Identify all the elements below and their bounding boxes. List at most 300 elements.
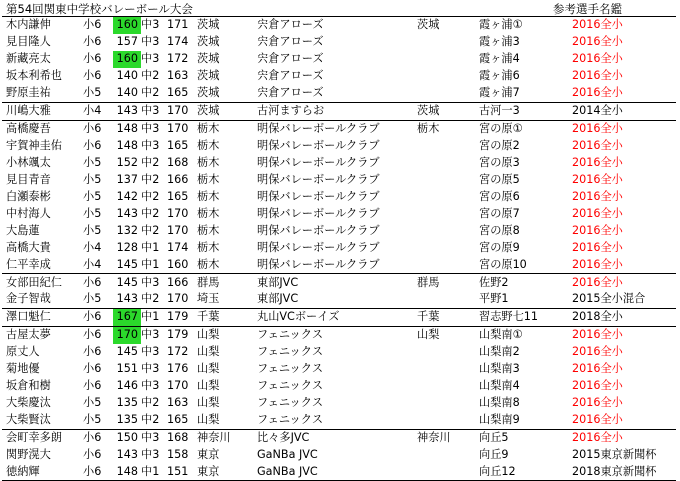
club-prefecture (417, 291, 479, 308)
team-name: 宍倉アローズ (257, 35, 324, 49)
prefecture: 東京 (197, 447, 220, 461)
junior-grade: 中2 (141, 396, 160, 410)
prefecture: 栃木 (197, 120, 257, 137)
height-cell: 150 (113, 429, 141, 446)
table-row (2, 205, 676, 222)
club-code: 霞ヶ浦4 (479, 52, 520, 66)
team-name: 東部JVC (257, 274, 417, 291)
team-name: 宍倉アローズ (257, 86, 324, 100)
junior-grade: 中1 (141, 257, 160, 271)
elementary-grade: 小5 (83, 396, 102, 410)
height-cell: 142 (116, 189, 138, 203)
height-cell: 143 (116, 206, 138, 220)
team-name: 明保バレーボールクラブ (257, 240, 380, 254)
reference-entry: 2016全小 (572, 172, 623, 186)
junior-grade: 中2 (141, 223, 160, 237)
team-name: GaNBa JVC (257, 447, 318, 461)
reference-entry: 2016全小 (572, 155, 623, 169)
player-table-body (2, 17, 676, 481)
elementary-grade: 小6 (83, 308, 113, 326)
club-code: 山梨南① (479, 326, 572, 343)
club-code: 霞ヶ浦3 (479, 35, 520, 49)
club-code: 古河一3 (479, 102, 572, 120)
height-cell: 170 (113, 326, 141, 343)
height-cell: 148 (113, 120, 141, 137)
club-code: 宮の原2 (479, 139, 520, 153)
player-name: 菊地優 (6, 362, 40, 376)
table-row (2, 239, 676, 256)
club-prefecture: 神奈川 (417, 429, 479, 446)
number-cell: 166 (167, 274, 197, 291)
table-row (2, 17, 676, 34)
prefecture: 茨城 (197, 102, 257, 120)
club-code: 宮の原9 (479, 240, 520, 254)
number-cell: 174 (167, 240, 189, 254)
team-name: 明保バレーボールクラブ (257, 206, 380, 220)
reference-entry: 2016全小 (572, 139, 623, 153)
table-row (2, 51, 676, 68)
number-cell: 179 (167, 308, 197, 326)
prefecture: 群馬 (197, 274, 257, 291)
player-name: 見目隆人 (6, 35, 51, 49)
junior-grade: 中1 (141, 240, 160, 254)
prefecture: 茨城 (197, 52, 220, 66)
player-name: 金子智哉 (6, 292, 51, 306)
page-title: 第54回関東中学校バレーボール大会 (6, 2, 193, 16)
club-prefecture (417, 68, 479, 85)
height-cell: 152 (116, 155, 138, 169)
number-cell: 166 (167, 172, 189, 186)
reference-entry: 2016全小 (572, 274, 676, 291)
team-name: 比々多JVC (257, 429, 417, 446)
player-name: 大柴慶汰 (6, 396, 51, 410)
elementary-grade: 小5 (83, 413, 102, 427)
height-cell: 135 (116, 396, 138, 410)
player-name: 野原圭祐 (6, 86, 51, 100)
reference-entry: 2016全小 (572, 345, 623, 359)
elementary-grade: 小6 (83, 120, 113, 137)
team-name: フェニックス (257, 379, 324, 393)
club-prefecture (417, 138, 479, 155)
prefecture: 山梨 (197, 326, 257, 343)
reference-entry: 2016全小 (572, 52, 623, 66)
club-prefecture (417, 344, 479, 361)
junior-grade: 中2 (141, 155, 160, 169)
elementary-grade: 小6 (83, 326, 113, 343)
club-prefecture: 栃木 (417, 120, 479, 137)
club-code: 山梨南8 (479, 396, 520, 410)
elementary-grade: 小6 (83, 274, 113, 291)
height-cell: 145 (113, 274, 141, 291)
table-row (2, 429, 676, 446)
table-row (2, 120, 676, 137)
junior-grade: 中3 (141, 362, 160, 376)
prefecture: 山梨 (197, 396, 220, 410)
junior-grade: 中2 (141, 69, 160, 83)
number-cell: 163 (167, 69, 189, 83)
player-name: 中村海人 (6, 206, 51, 220)
club-prefecture (417, 222, 479, 239)
table-row (2, 463, 676, 480)
number-cell: 160 (167, 257, 189, 271)
number-cell: 171 (167, 17, 197, 34)
height-cell: 143 (116, 292, 138, 306)
prefecture: 東京 (197, 463, 257, 480)
club-code: 平野1 (479, 292, 509, 306)
team-name: 明保バレーボールクラブ (257, 172, 380, 186)
number-cell: 158 (167, 447, 189, 461)
club-code: 山梨南4 (479, 379, 520, 393)
team-name: 丸山VCボーイズ (257, 308, 417, 326)
number-cell: 165 (167, 139, 189, 153)
elementary-grade: 小6 (83, 52, 102, 66)
junior-grade: 中1 (141, 463, 167, 480)
reference-entry: 2016全小 (572, 120, 676, 137)
junior-grade: 中2 (141, 86, 160, 100)
team-name: 明保バレーボールクラブ (257, 189, 380, 203)
elementary-grade: 小6 (83, 139, 102, 153)
club-code: 山梨南2 (479, 345, 520, 359)
club-prefecture (417, 412, 479, 429)
junior-grade: 中3 (141, 429, 167, 446)
height-cell: 137 (116, 172, 138, 186)
player-name: 坂倉和樹 (6, 379, 51, 393)
table-row (2, 412, 676, 429)
player-name: 関野滉大 (6, 447, 51, 461)
table-row (2, 256, 676, 273)
reference-entry: 2016全小 (572, 206, 623, 220)
team-name: 宍倉アローズ (257, 52, 324, 66)
number-cell: 170 (167, 120, 197, 137)
club-prefecture (417, 463, 479, 480)
elementary-grade: 小6 (83, 345, 102, 359)
club-code: 向丘5 (479, 429, 572, 446)
prefecture: 山梨 (197, 362, 220, 376)
club-code: 佐野2 (479, 274, 572, 291)
table-row (2, 171, 676, 188)
player-name: 女部田紀仁 (2, 274, 83, 291)
height-cell: 143 (113, 102, 141, 120)
elementary-grade: 小5 (83, 206, 102, 220)
team-name: フェニックス (257, 396, 324, 410)
junior-grade: 中3 (141, 17, 167, 34)
club-code: 山梨南9 (479, 413, 520, 427)
player-name: 会町幸多朗 (2, 429, 83, 446)
prefecture: 山梨 (197, 345, 220, 359)
club-code: 向丘9 (479, 447, 509, 461)
club-prefecture (417, 239, 479, 256)
number-cell: 176 (167, 362, 189, 376)
number-cell: 168 (167, 429, 197, 446)
height-cell: 167 (113, 308, 141, 326)
prefecture: 栃木 (197, 172, 220, 186)
table-row (2, 34, 676, 51)
reference-entry: 2016全小 (572, 35, 623, 49)
player-name: 新藏亮太 (6, 52, 51, 66)
reference-entry: 2018全小 (572, 308, 676, 326)
reference-column-title: 参考選手名鑑 (553, 2, 622, 16)
number-cell: 163 (167, 396, 189, 410)
reference-entry: 2016全小 (572, 326, 676, 343)
club-prefecture (417, 205, 479, 222)
team-name: 東部JVC (257, 292, 299, 306)
club-code: 山梨南3 (479, 362, 520, 376)
height-cell: 148 (113, 463, 141, 480)
junior-grade: 中2 (141, 206, 160, 220)
table-row (2, 85, 676, 102)
player-name: 古屋太夢 (2, 326, 83, 343)
club-code: 習志野七11 (479, 308, 572, 326)
number-cell: 170 (167, 223, 189, 237)
player-name: 見目青音 (6, 172, 51, 186)
height-cell: 132 (116, 223, 138, 237)
junior-grade: 中3 (141, 447, 160, 461)
club-code: 霞ヶ浦① (479, 17, 572, 34)
height-cell: 146 (116, 379, 138, 393)
height-cell: 135 (116, 413, 138, 427)
junior-grade: 中3 (141, 345, 160, 359)
prefecture: 栃木 (197, 206, 220, 220)
table-row (2, 361, 676, 378)
player-name: 澤口魁仁 (2, 308, 83, 326)
height-cell: 160 (113, 17, 141, 34)
height-cell: 140 (116, 69, 138, 83)
elementary-grade: 小6 (83, 17, 113, 34)
table-row (2, 155, 676, 172)
table-row (2, 102, 676, 120)
reference-entry: 2016全小 (572, 86, 623, 100)
team-name: フェニックス (257, 326, 417, 343)
team-name: 明保バレーボールクラブ (257, 139, 380, 153)
number-cell: 151 (167, 463, 197, 480)
junior-grade: 中2 (141, 413, 160, 427)
team-name: 明保バレーボールクラブ (257, 223, 380, 237)
table-row (2, 308, 676, 326)
club-prefecture: 群馬 (417, 274, 479, 291)
number-cell: 165 (167, 86, 189, 100)
junior-grade: 中3 (141, 326, 167, 343)
prefecture: 茨城 (197, 17, 257, 34)
player-name: 原丈人 (6, 345, 40, 359)
team-name: 明保バレーボールクラブ (257, 257, 380, 271)
club-code: 霞ヶ浦6 (479, 69, 520, 83)
junior-grade: 中2 (141, 292, 160, 306)
elementary-grade: 小6 (83, 429, 113, 446)
elementary-grade: 小6 (83, 69, 102, 83)
table-row (2, 326, 676, 343)
elementary-grade: 小5 (83, 223, 102, 237)
height-cell: 145 (116, 257, 138, 271)
club-prefecture: 千葉 (417, 308, 479, 326)
height-cell: 140 (116, 86, 138, 100)
table-row (2, 274, 676, 291)
prefecture: 栃木 (197, 155, 220, 169)
junior-grade: 中2 (141, 189, 160, 203)
club-prefecture (417, 85, 479, 102)
number-cell: 174 (167, 35, 189, 49)
height-cell: 128 (116, 240, 138, 254)
prefecture: 茨城 (197, 35, 220, 49)
number-cell: 170 (167, 292, 189, 306)
table-row (2, 222, 676, 239)
reference-entry: 2016全小 (572, 240, 623, 254)
table-row (2, 291, 676, 308)
reference-entry: 2016全小 (572, 223, 623, 237)
number-cell: 165 (167, 413, 189, 427)
height-cell: 160 (113, 51, 141, 68)
player-name: 宇賀神圭佑 (6, 139, 62, 153)
club-code: 宮の原10 (479, 257, 527, 271)
player-name: 木内謙伸 (2, 17, 83, 34)
player-name: 高橋慶吾 (2, 120, 83, 137)
prefecture: 茨城 (197, 69, 220, 83)
number-cell: 165 (167, 189, 189, 203)
club-code: 宮の原3 (479, 155, 520, 169)
height-cell: 151 (116, 362, 138, 376)
club-code: 宮の原6 (479, 189, 520, 203)
number-cell: 170 (167, 102, 197, 120)
player-name: 川嶋大雅 (2, 102, 83, 120)
club-prefecture: 山梨 (417, 326, 479, 343)
reference-entry: 2015東京新聞杯 (572, 447, 657, 461)
prefecture: 神奈川 (197, 429, 257, 446)
prefecture: 栃木 (197, 240, 220, 254)
junior-grade: 中3 (141, 52, 160, 66)
player-name: 仁平幸成 (6, 257, 51, 271)
team-name: 宍倉アローズ (257, 69, 324, 83)
player-name: 徳納輝 (2, 463, 83, 480)
player-name: 白瀬泰彬 (6, 189, 51, 203)
club-code: 宮の原① (479, 120, 572, 137)
elementary-grade: 小6 (83, 379, 102, 393)
reference-entry: 2016全小 (572, 379, 623, 393)
club-prefecture (417, 395, 479, 412)
junior-grade: 中3 (141, 274, 167, 291)
number-cell: 179 (167, 326, 197, 343)
club-prefecture: 茨城 (417, 17, 479, 34)
elementary-grade: 小6 (83, 35, 102, 49)
club-prefecture (417, 256, 479, 273)
club-prefecture (417, 51, 479, 68)
reference-entry: 2016全小 (572, 362, 623, 376)
reference-entry: 2015全小混合 (572, 292, 646, 306)
elementary-grade: 小5 (83, 172, 102, 186)
elementary-grade: 小6 (83, 362, 102, 376)
prefecture: 栃木 (197, 257, 220, 271)
club-prefecture (417, 188, 479, 205)
elementary-grade: 小6 (83, 463, 113, 480)
table-row (2, 344, 676, 361)
junior-grade: 中3 (141, 102, 167, 120)
number-cell: 172 (167, 345, 189, 359)
team-name: フェニックス (257, 362, 324, 376)
elementary-grade: 小5 (83, 189, 102, 203)
elementary-grade: 小4 (83, 240, 102, 254)
reference-entry: 2018東京新聞杯 (572, 463, 676, 480)
player-name: 大柴賢汰 (6, 413, 51, 427)
club-code: 宮の原8 (479, 223, 520, 237)
club-prefecture (417, 378, 479, 395)
junior-grade: 中3 (141, 139, 160, 153)
height-cell: 148 (116, 139, 138, 153)
number-cell: 170 (167, 206, 189, 220)
junior-grade: 中2 (141, 172, 160, 186)
reference-entry: 2016全小 (572, 189, 623, 203)
reference-entry: 2016全小 (572, 413, 623, 427)
prefecture: 山梨 (197, 413, 220, 427)
player-name: 高橋大貴 (6, 240, 51, 254)
player-table (2, 16, 676, 481)
club-code: 宮の原7 (479, 206, 520, 220)
team-name: 宍倉アローズ (257, 17, 417, 34)
elementary-grade: 小5 (83, 86, 102, 100)
prefecture: 栃木 (197, 189, 220, 203)
club-prefecture (417, 155, 479, 172)
height-cell: 145 (116, 345, 138, 359)
number-cell: 168 (167, 155, 189, 169)
prefecture: 山梨 (197, 379, 220, 393)
team-name: 古河ますらお (257, 102, 417, 120)
table-row (2, 138, 676, 155)
elementary-grade: 小4 (83, 102, 113, 120)
junior-grade: 中3 (141, 35, 160, 49)
junior-grade: 中3 (141, 379, 160, 393)
height-cell: 157 (116, 35, 138, 49)
height-cell: 143 (116, 447, 138, 461)
number-cell: 170 (167, 379, 189, 393)
team-name: 明保バレーボールクラブ (257, 120, 417, 137)
table-row (2, 68, 676, 85)
prefecture: 千葉 (197, 308, 257, 326)
reference-entry: 2016全小 (572, 396, 623, 410)
elementary-grade: 小4 (83, 257, 102, 271)
club-code: 霞ヶ浦7 (479, 86, 520, 100)
table-row (2, 378, 676, 395)
reference-entry: 2016全小 (572, 257, 623, 271)
prefecture: 栃木 (197, 223, 220, 237)
club-prefecture (417, 361, 479, 378)
prefecture: 茨城 (197, 86, 220, 100)
club-prefecture: 茨城 (417, 102, 479, 120)
player-name: 大島蓮 (6, 223, 40, 237)
reference-entry: 2016全小 (572, 17, 676, 34)
sheet-header (0, 0, 680, 16)
team-name: GaNBa JVC (257, 463, 417, 480)
player-name: 坂本利希也 (6, 69, 62, 83)
number-cell: 172 (167, 52, 189, 66)
club-code: 向丘12 (479, 463, 572, 480)
club-code: 宮の原5 (479, 172, 520, 186)
table-row (2, 395, 676, 412)
team-name: フェニックス (257, 413, 324, 427)
prefecture: 埼玉 (197, 292, 220, 306)
junior-grade: 中3 (141, 120, 167, 137)
team-name: 明保バレーボールクラブ (257, 155, 380, 169)
elementary-grade: 小6 (83, 447, 102, 461)
club-prefecture (417, 34, 479, 51)
reference-entry: 2014全小 (572, 102, 676, 120)
elementary-grade: 小5 (83, 292, 102, 306)
elementary-grade: 小5 (83, 155, 102, 169)
player-name: 小林颯太 (6, 155, 51, 169)
team-name: フェニックス (257, 345, 324, 359)
reference-entry: 2016全小 (572, 429, 676, 446)
club-prefecture (417, 171, 479, 188)
junior-grade: 中1 (141, 308, 167, 326)
prefecture: 栃木 (197, 139, 220, 153)
reference-entry: 2016全小 (572, 69, 623, 83)
table-row (2, 188, 676, 205)
